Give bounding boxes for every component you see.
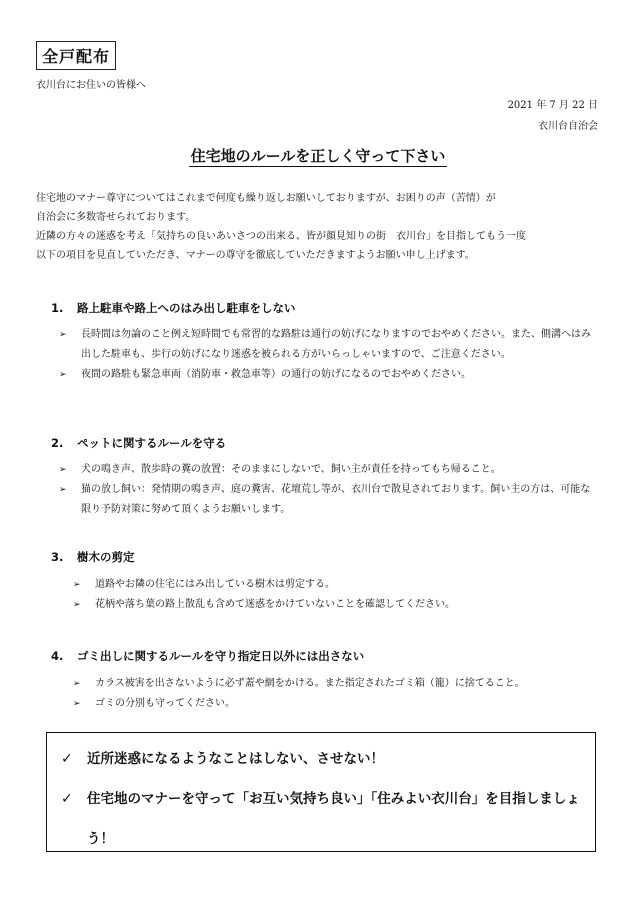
distribution-label: 全戸配布 bbox=[36, 41, 116, 70]
arrow-bullet-icon: ➢ bbox=[59, 465, 67, 475]
title-wrap bbox=[0, 145, 636, 166]
section-items bbox=[73, 674, 596, 714]
list-item: ➢ 道路やお隣の住宅にはみ出している樹木は剪定する。 bbox=[73, 575, 596, 595]
intro-line: 近隣の方々の迷惑を考え「気持ちの良いあいさつの出来る、皆が顔見知りの街 衣川台」を目指してもう一度 bbox=[36, 231, 526, 242]
arrow-bullet-icon: ➢ bbox=[73, 580, 81, 590]
section-3 bbox=[51, 549, 596, 615]
arrow-bullet-icon: ➢ bbox=[73, 699, 81, 709]
arrow-bullet-icon: ➢ bbox=[73, 679, 81, 689]
sender: 衣川台自治会 bbox=[538, 121, 598, 132]
section-heading: 3. 樹木の剪定 bbox=[51, 550, 135, 564]
section-4 bbox=[51, 648, 596, 714]
page-title: 住宅地のルールを正しく守って下さい bbox=[190, 147, 446, 165]
list-item: ➢ 花柄や落ち葉の路上散乱も含めて迷惑をかけていないことを確認してください。 bbox=[73, 595, 596, 615]
list-item: ➢ 犬の鳴き声、散歩時の糞の放置：そのままにしないで、飼い主が責任を持ってもち帰ること。 bbox=[59, 460, 596, 480]
addressee: 衣川台にお住いの皆様へ bbox=[36, 80, 146, 91]
arrow-bullet-icon: ➢ bbox=[59, 330, 67, 340]
checkmark-icon: ✓ bbox=[61, 791, 73, 807]
list-item: ➢ 長時間は勿論のこと例え短時間でも常習的な路駐は通行の妨げになりますのでおやめください。また、側溝へはみ出した駐車も、歩行の妨げになり迷惑を被られる方がいらっしゃいますので、ご注意ください。 bbox=[59, 325, 596, 365]
arrow-bullet-icon: ➢ bbox=[73, 600, 81, 610]
issue-date: 2021 年 7 月 22 日 bbox=[507, 100, 598, 111]
section-2 bbox=[51, 435, 596, 520]
intro-line: 以下の項目を見直していただき、マナーの尊守を徹底していただきますようお願い申し上げます。 bbox=[36, 250, 475, 261]
list-item: ➢ ゴミの分別も守ってください。 bbox=[73, 694, 596, 714]
intro-line: 住宅地のマナー尊守についてはこれまで何度も繰り返しお願いしておりますが、お困りの声（苦情）が bbox=[36, 193, 496, 204]
section-heading: 4. ゴミ出しに関するルールを守り指定日以外には出さない bbox=[51, 649, 365, 663]
list-item: ➢ 夜間の路駐も緊急車両（消防車・救急車等）の通行の妨げになるのでおやめください。 bbox=[59, 365, 596, 385]
section-1 bbox=[51, 300, 596, 385]
callout-box bbox=[46, 732, 596, 852]
section-heading: 1. 路上駐車や路上へのはみ出し駐車をしない bbox=[51, 301, 296, 315]
checkmark-icon: ✓ bbox=[61, 751, 73, 767]
arrow-bullet-icon: ➢ bbox=[59, 370, 67, 380]
intro-line: 自治会に多数寄せられております。 bbox=[36, 212, 196, 223]
list-item: ➢ 猫の放し飼い：発情期の鳴き声、庭の糞害、花壇荒し等が、衣川台で散見されております。飼い主の方は、可能な限り予防対策に努めて頂くようお願いします。 bbox=[59, 480, 596, 520]
section-items bbox=[59, 325, 596, 385]
list-item: ➢ カラス被害を出さないように必ず蓋や網をかける。また指定されたゴミ箱（籠）に捨てること。 bbox=[73, 674, 596, 694]
arrow-bullet-icon: ➢ bbox=[59, 485, 67, 495]
section-heading: 2. ペットに関するルールを守る bbox=[51, 436, 227, 450]
section-items bbox=[73, 575, 596, 615]
callout-line: ✓ 近所迷惑になるようなことはしない、させない！ bbox=[61, 739, 581, 779]
section-items bbox=[59, 460, 596, 520]
callout-line: ✓ 住宅地のマナーを守って「お互い気持ち良い」「住みよい衣川台」を目指しましょう！ bbox=[61, 779, 581, 859]
intro-paragraph bbox=[36, 189, 606, 265]
